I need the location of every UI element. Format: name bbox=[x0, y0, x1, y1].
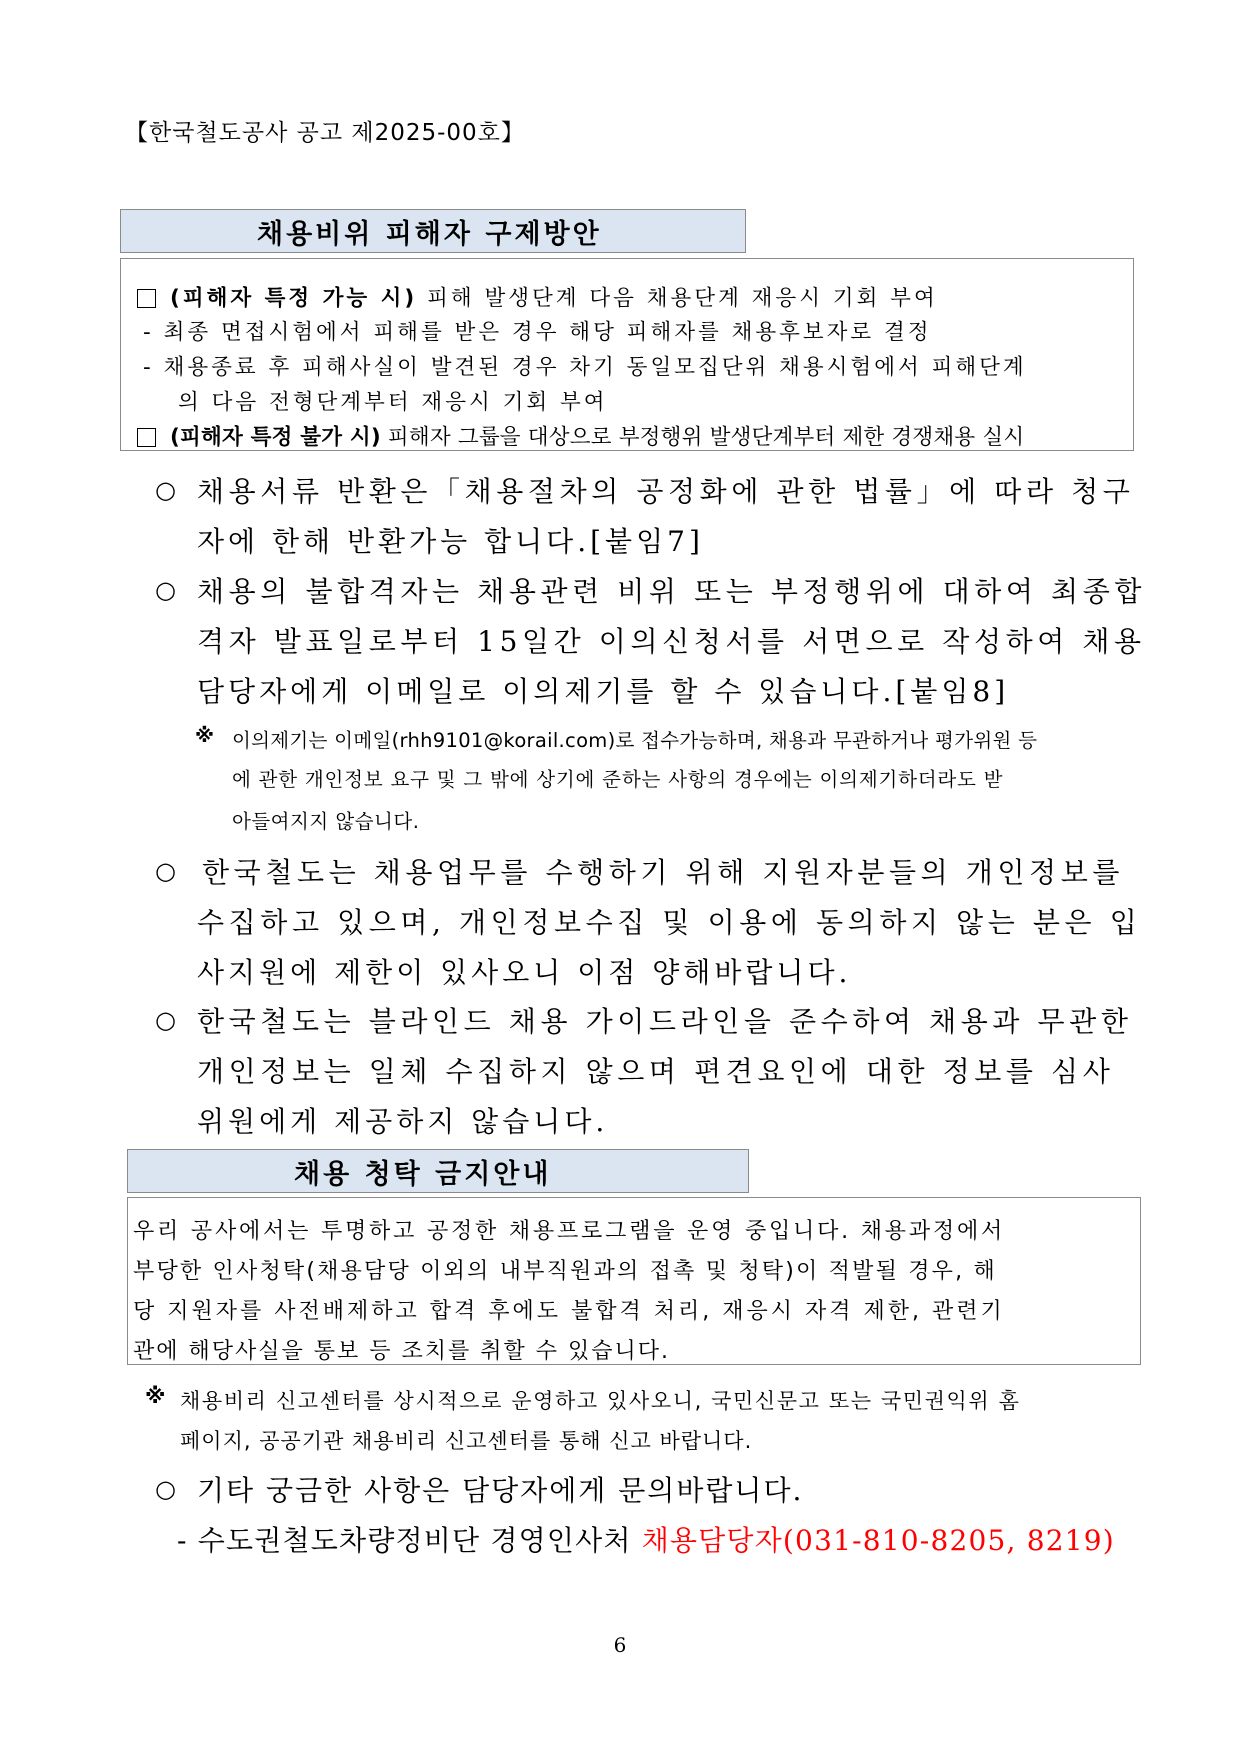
bullet-mark: ○ bbox=[155, 1475, 176, 1503]
section-title-text: 채용비위 피해자 구제방안 bbox=[257, 218, 602, 250]
bullet-3-line-1: 한국철도는 채용업무를 수행하기 위해 지원자분들의 개인정보를 bbox=[202, 856, 1125, 889]
bullet-2-line-1: 채용의 불합격자는 채용관련 비위 또는 부정행위에 대하여 최종합 bbox=[197, 575, 1147, 608]
bullet-2-line-3: 담당자에게 이메일로 이의제기를 할 수 있습니다.[붙임8] bbox=[197, 675, 1010, 708]
contact-dept: - 수도권철도차량정비단 경영인사처 bbox=[177, 1524, 642, 1557]
section-title-text: 채용 청탁 금지안내 bbox=[294, 1158, 552, 1190]
bullet-4-line-2: 개인정보는 일체 수집하지 않으며 편견요인에 대한 정보를 심사 bbox=[197, 1055, 1115, 1088]
relief-line-4: 의 다음 전형단계부터 재응시 기회 부여 bbox=[178, 390, 608, 415]
note-1-mark: ※ bbox=[195, 724, 215, 747]
contact-line bbox=[177, 1519, 1115, 1559]
bullet-mark: ○ bbox=[155, 857, 176, 885]
note-2-line-2: 페이지, 공공기관 채용비리 신고센터를 통해 신고 바랍니다. bbox=[180, 1429, 753, 1453]
section-title-no-solicitation bbox=[127, 1149, 749, 1193]
section-title-victim-relief bbox=[120, 209, 746, 253]
relief-text: 피해 발생단계 다음 채용단계 재응시 기회 부여 bbox=[417, 286, 938, 311]
bullet-4-line-3: 위원에게 제공하지 않습니다. bbox=[197, 1105, 609, 1138]
bullet-mark: ○ bbox=[155, 1006, 176, 1034]
checkbox-icon bbox=[137, 428, 156, 447]
note-1-line-2: 에 관한 개인정보 요구 및 그 밖에 상기에 준하는 사항의 경우에는 이의제기하더라도 받 bbox=[232, 768, 1004, 791]
solicitation-line-3: 당 지원자를 사전배제하고 합격 후에도 불합격 처리, 재응시 자격 제한, 관련기 bbox=[133, 1299, 1005, 1324]
bullet-mark: ○ bbox=[155, 576, 176, 604]
contact-person: 채용담당자(031-810-8205, 8219) bbox=[641, 1524, 1115, 1557]
contact-text: 기타 궁금한 사항은 담당자에게 문의바랍니다. bbox=[197, 1474, 804, 1507]
bullet-1-line-2: 자에 한해 반환가능 합니다.[붙임7] bbox=[197, 525, 704, 558]
relief-line-3: - 채용종료 후 피해사실이 발견된 경우 차기 동일모집단위 채용시험에서 피해단계 bbox=[143, 355, 1027, 380]
relief-line-5 bbox=[137, 420, 1024, 451]
relief-condition: (피해자 특정 불가 시) bbox=[170, 425, 381, 450]
bullet-mark: ○ bbox=[155, 476, 176, 504]
checkbox-icon bbox=[137, 289, 156, 308]
victim-relief-box bbox=[120, 258, 1134, 451]
note-2-mark: ※ bbox=[145, 1384, 166, 1408]
bullet-4-line-1: 한국철도는 블라인드 채용 가이드라인을 준수하여 채용과 무관한 bbox=[197, 1005, 1133, 1038]
note-1-line-1: 이의제기는 이메일(rhh9101@korail.com)로 접수가능하며, 채용과 무관하거나 평가위원 등 bbox=[232, 729, 1038, 752]
relief-condition: (피해자 특정 가능 시) bbox=[170, 286, 418, 311]
solicitation-line-2: 부당한 인사청탁(채용담당 이외의 내부직원과의 접촉 및 청탁)이 적발될 경우, 해 bbox=[133, 1259, 997, 1284]
bullet-3-line-2: 수집하고 있으며, 개인정보수집 및 이용에 동의하지 않는 분은 입 bbox=[197, 906, 1142, 939]
bullet-1-line-1: 채용서류 반환은「채용절차의 공정화에 관한 법률」에 따라 청구 bbox=[197, 475, 1135, 508]
page-number: 6 bbox=[613, 1633, 627, 1657]
relief-text: 피해자 그룹을 대상으로 부정행위 발생단계부터 제한 경쟁채용 실시 bbox=[380, 425, 1025, 450]
bullet-2-line-2: 격자 발표일로부터 15일간 이의신청서를 서면으로 작성하여 채용 bbox=[197, 625, 1146, 658]
solicitation-line-1: 우리 공사에서는 투명하고 공정한 채용프로그램을 운영 중입니다. 채용과정에서 bbox=[133, 1219, 1006, 1244]
bullet-3-line-3: 사지원에 제한이 있사오니 이점 양해바랍니다. bbox=[197, 956, 852, 989]
relief-line-1 bbox=[137, 281, 938, 312]
solicitation-line-4: 관에 해당사실을 통보 등 조치를 취할 수 있습니다. bbox=[133, 1339, 670, 1364]
relief-line-2: - 최종 면접시험에서 피해를 받은 경우 해당 피해자를 채용후보자로 결정 bbox=[143, 320, 932, 345]
note-2-line-1: 채용비리 신고센터를 상시적으로 운영하고 있사오니, 국민신문고 또는 국민권익위 홈 bbox=[180, 1389, 1021, 1413]
no-solicitation-box bbox=[127, 1197, 1141, 1365]
notice-header: 【한국철도공사 공고 제2025-00호】 bbox=[125, 120, 525, 146]
note-1-line-3: 아들여지지 않습니다. bbox=[232, 810, 420, 833]
